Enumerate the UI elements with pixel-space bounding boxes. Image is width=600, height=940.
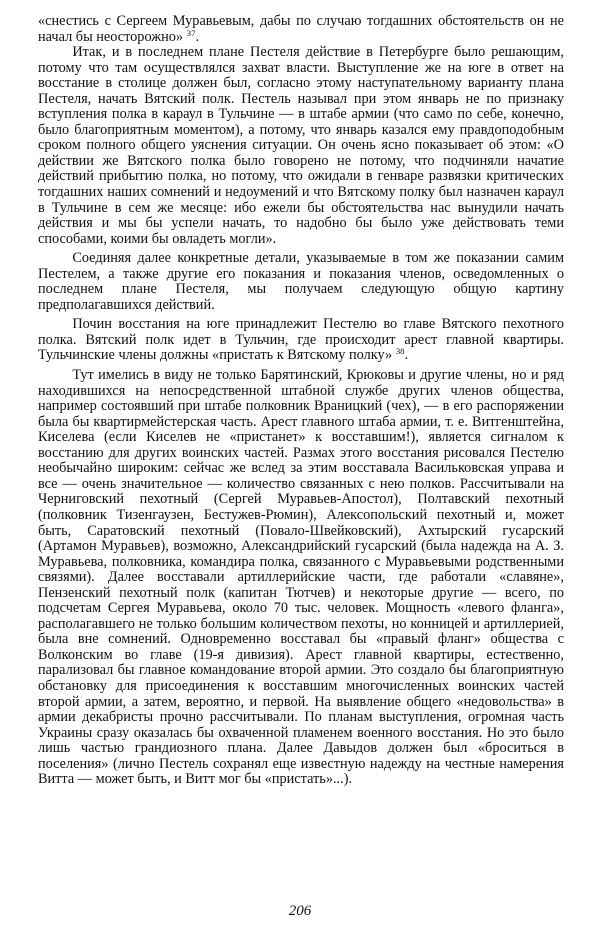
paragraph-5-text: Тут имелись в виду не только Барятинский, Крюковы и другие члены, но и ряд находившихся на непосредственной штабной службе других членов общества, например состоявший при штабе полковник Враницкий (чех), — в его распоряжении была бы квартирмейстерская часть. Арест главного штаба армии, т. е. Витгенштейна, Киселева (если Киселев не «пристанет» к восставшим!), является сигналом к восстанию для других воинских частей. Размах этого восстания рисовался Пестелю необычайно широким: сейчас же вслед за этим восставала Васильковская управа и все — очень значительное — количество связанных с нею полков. Рассчитывали на Черниговский пехотный (Сергей Муравьев-Апостол), Полтавский пехотный (полковник Тизенгаузен, Бестужев-Рюмин), Алексопольский пехотный и, может быть, Саратовский пехотный (Повало-Швейковский), Ахтырский гусарский (Артамон Муравьев), возможно, Александрийский гусарский (была надежда на А. З. Муравьева, полковника, командира полка, связанного с Муравьевыми родственными связями). Далее восставали артиллерийские части, где работали «славяне», Пензенский пехотный полк (капитан Тютчев) и некоторые другие — всего, по подсчетам Сергея Муравьева, около 70 тыс. человек. Мощность «левого фланга», располагавшего не только большим количеством пехоты, но конницей и артиллерией, была вне сомнений. Одновременно восставал бы «правый фланг» общества с Волконским во главе (19-я дивизия). Арест главной квартиры, естественно, парализовал бы главное командование второй армии. Это создало бы благоприятную обстановку для присоединения к восставшим многочисленных воинских частей второй армии, а затем, вероятно, и первой. На выявление общего «недовольства» в армии декабристы прочно рассчитывали. По планам выступления, огромная часть Украины сразу оказалась бы охваченной пламенем военного восстания. Но это было лишь частью грандиозного плана. Далее Давыдов должен был «броситься в поселения» (лично Пестель сохранял еще известную надежду на честные намерения Витта — может быть, и Витт мог бы «пристать»...). (38, 367, 564, 788)
paragraph-4-end: . (404, 347, 409, 364)
paragraph-1-text: «снестись с Сергеем Муравьевым, дабы по случаю тогдашних обстоятельств он не начал бы неосторожно» (38, 13, 564, 45)
page-number: 206 (288, 903, 312, 919)
footnote-ref-37: 37 (186, 27, 196, 38)
paragraph-2 (38, 45, 564, 247)
paragraph-1 (38, 14, 564, 45)
paragraph-4 (38, 317, 564, 364)
paragraph-2-text: Итак, и в последнем плане Пестеля действие в Петербурге было решающим, потому что там осуществлялся захват власти. Выступление же на юге в ответ на восстание в столице должен был, согласно этому наступательному варианту плана Пестеля, начать Вятский полк. Пестель называл при этом январь не по признаку вступления полка в караул в Тульчине — в штабе армии (что само по себе, конечно, было благоприятным моментом), а потому, что январь казался ему правдоподобным сроком полного общего уяснения ситуации. Он очень ясно показывает об этом: «О действии же Вятского полка было говорено не потому, что подчиняли начатие действий прибытию полка, но потому, что ожидали в генваре развязки критических тогдашних наших сомнений и недоумений и что Вятскому полку был назначен караул в Тульчине в сем же месяце: ибо ежели бы обстоятельства нас вынудили начать действия и мы бы успели начать, то надобно бы было уже действовать теми способами, коими бы овладеть могли». (38, 44, 564, 247)
paragraph-3-text: Соединяя далее конкретные детали, указываемые в том же показании самим Пестелем, а также другие его показания и показания членов, осведомленных о последнем плане Пестеля, мы получаем следующую общую картину предполагавшихся действий. (38, 250, 564, 313)
footnote-ref-38: 38 (395, 346, 405, 357)
paragraph-5 (38, 368, 564, 788)
paragraph-3 (38, 251, 564, 313)
paragraph-4-text: Почин восстания на юге принадлежит Пестелю во главе Вятского пехотного полка. Вятский полк идет в Тульчин, где происходит арест главной квартиры. Тульчинские члены должны «пристать к Вятскому полку» (38, 316, 564, 364)
paragraph-1-end: . (195, 28, 200, 45)
